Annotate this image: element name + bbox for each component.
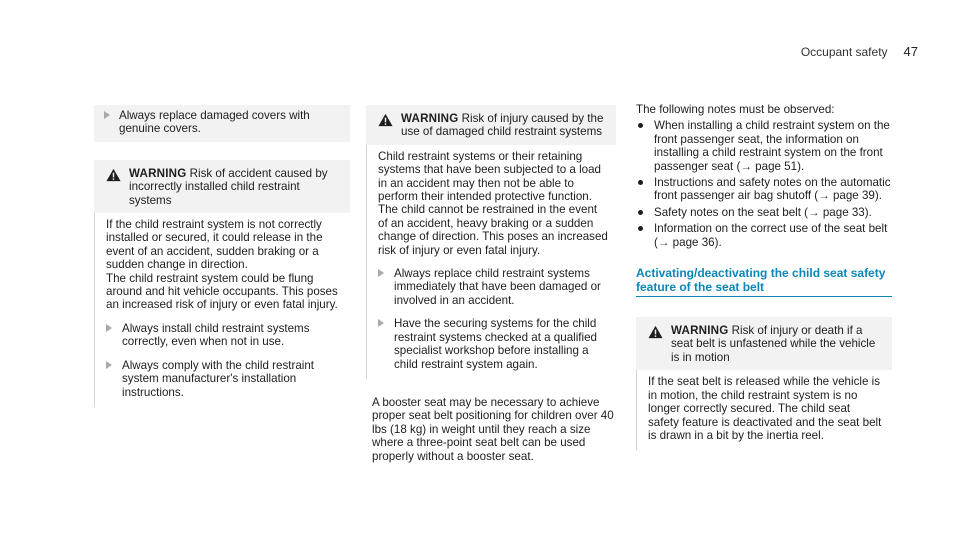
warning-step xyxy=(378,267,608,307)
warning-step xyxy=(106,322,342,349)
warning-triangle-icon xyxy=(648,325,663,339)
warning-header xyxy=(94,160,350,213)
step-arrow-icon xyxy=(106,324,112,332)
warning-label: WARNING xyxy=(671,324,729,338)
bullet-dot-icon xyxy=(638,210,643,215)
warning-title xyxy=(671,324,884,364)
bullet-dot-icon xyxy=(638,123,643,128)
warning-body xyxy=(366,145,616,379)
tip-text: Always replace damaged covers with genuine covers. xyxy=(119,109,310,136)
section-title: Occupant safety xyxy=(800,45,888,59)
warning-paragraph-2: The child restraint system could be flung around and hit vehicle occupants. This poses an increased risk of injury or even fatal injury. xyxy=(106,271,338,312)
bullet-dot-icon xyxy=(638,226,643,231)
warning-label: WARNING xyxy=(401,112,459,125)
warning-paragraph: Child restraint systems or their retaining systems that have been subjected to a load in an accident may then not be able to perform their intended protective function. xyxy=(378,149,601,204)
warning-triangle-icon xyxy=(106,168,121,182)
notes-intro: The following notes must be observed: xyxy=(636,103,835,116)
warning-triangle-icon xyxy=(378,113,393,127)
column-left xyxy=(94,100,350,407)
step-arrow-icon xyxy=(106,361,112,369)
warning-title-text: Risk of injury caused by the use of damaged child restraint systems xyxy=(401,112,604,139)
list-item xyxy=(636,222,892,249)
bullet-dot-icon xyxy=(638,180,643,185)
warning-paragraph: If the child restraint system is not correctly installed or secured, it could release in the event of an accident, sudden braking or a sudden change in direction. xyxy=(106,218,323,272)
warning-title-text: Risk of injury or death if a seat belt is unfastened while the vehicle is in motion xyxy=(671,324,876,364)
warning-title xyxy=(129,167,342,207)
section-subheading: Activating/deactivating the child seat safety feature of the seat belt xyxy=(636,266,892,297)
list-item xyxy=(636,206,892,219)
notes-list xyxy=(636,119,892,249)
step-arrow-icon xyxy=(104,111,110,119)
list-item xyxy=(636,119,892,173)
step-arrow-icon xyxy=(378,319,384,327)
warning-step-text: Always install child restraint systems correctly, even when not in use. xyxy=(122,321,310,349)
list-item-text: When installing a child restraint system on the front passenger seat, the information on installing a child restraint system on the front passenger seat (→ page 51). xyxy=(654,119,890,173)
warning-body xyxy=(636,370,892,450)
warning-step-text: Always replace child restraint systems immediately that have been damaged or involved in an accident. xyxy=(394,267,601,307)
warning-box-accident xyxy=(94,160,350,407)
warning-header xyxy=(366,105,616,145)
warning-label: WARNING xyxy=(129,166,187,180)
warning-title-text: Risk of accident caused by incorrectly installed child restraint systems xyxy=(129,166,328,207)
list-item xyxy=(636,176,892,203)
column-middle xyxy=(366,100,616,463)
warning-step xyxy=(106,359,342,399)
booster-seat-paragraph: A booster seat may be necessary to achieve proper seat belt positioning for children over 40 lbs (18 kg) in weight until they reach a size where a three-point seat belt can be used properly without a booster seat. xyxy=(372,395,614,463)
warning-paragraph-2: The child cannot be restrained in the event of an accident, heavy braking or a sudden change of direction. This poses an increased risk of injury or even fatal injury. xyxy=(378,203,608,257)
tip-step xyxy=(104,109,344,136)
warning-step-text: Always comply with the child restraint system manufacturer's installation instructions. xyxy=(122,358,315,399)
step-arrow-icon xyxy=(378,269,384,277)
warning-box-seat-belt xyxy=(636,317,892,450)
warning-paragraph: If the seat belt is released while the vehicle is in motion, the child restraint system is no longer correctly secured. The child seat safety feature is deactivated and the seat belt is drawn in a bit by the inertia reel. xyxy=(648,375,882,442)
column-right xyxy=(636,100,892,450)
tip-box xyxy=(94,105,350,142)
list-item-text: Instructions and safety notes on the automatic front passenger air bag shutoff (→ page 39). xyxy=(654,176,891,203)
warning-step xyxy=(378,317,608,371)
page-header xyxy=(801,44,918,59)
list-item-text: Information on the correct use of the seat belt (→ page 36). xyxy=(654,222,888,249)
warning-header xyxy=(636,317,892,370)
warning-title xyxy=(401,112,608,139)
page-number: 47 xyxy=(903,44,918,59)
list-item-text: Safety notes on the seat belt (→ page 33). xyxy=(654,205,872,219)
warning-box-damaged xyxy=(366,105,616,379)
warning-step-text: Have the securing systems for the child restraint systems checked at a qualified specialist workshop before installing a child restraint system again. xyxy=(394,317,597,371)
warning-body xyxy=(94,213,350,407)
